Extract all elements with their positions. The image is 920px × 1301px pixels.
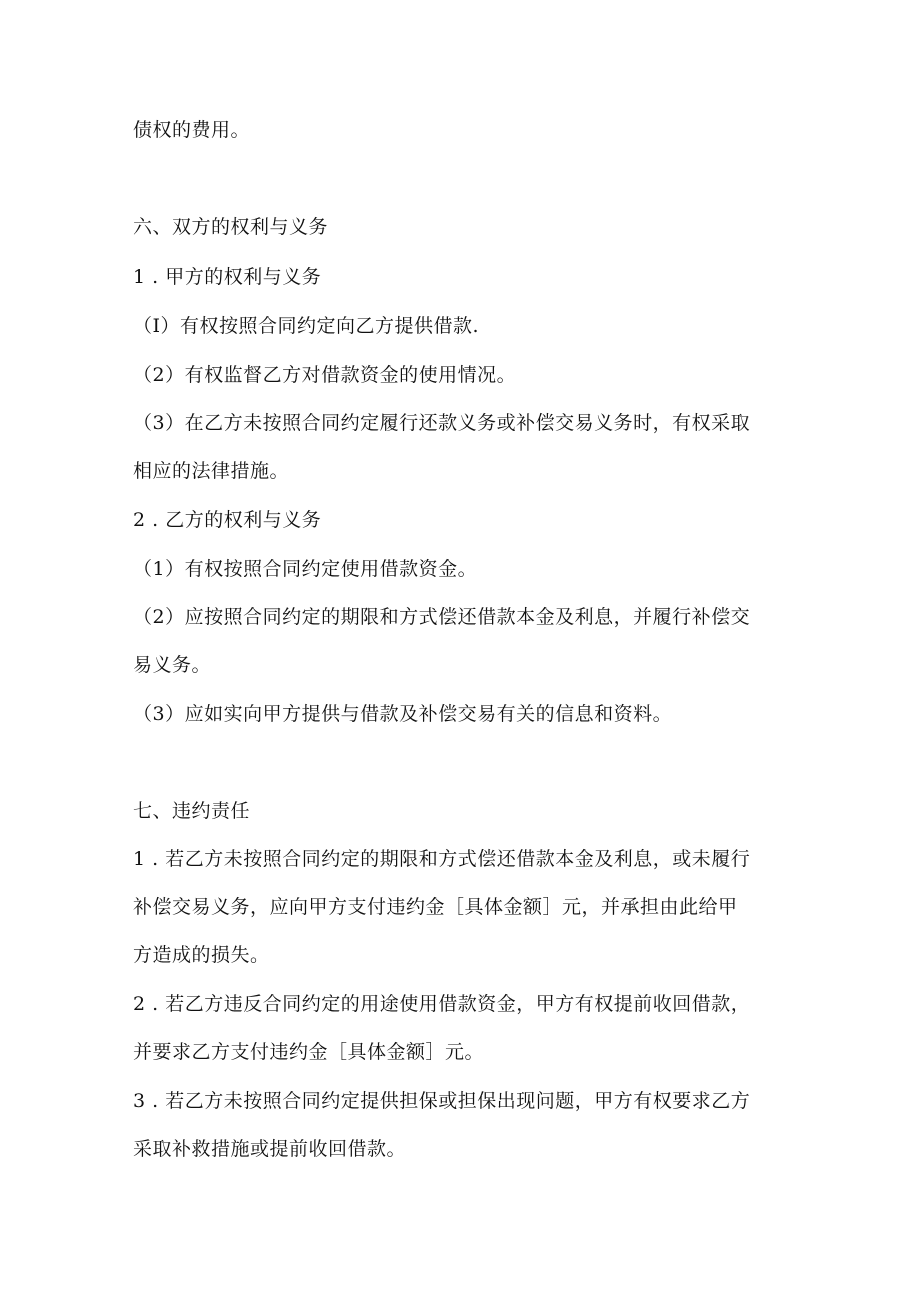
- text-line: 2 . 若乙方违反合同约定的用途使用借款资金，甲方有权提前收回借款，: [133, 993, 751, 1015]
- section-heading-seven: 七、违约责任: [133, 800, 251, 822]
- section-heading-six: 六、双方的权利与义务: [133, 216, 329, 238]
- text-line: 债权的费用。: [133, 119, 251, 141]
- text-line: 采取补救措施或提前收回借款。: [133, 1138, 407, 1160]
- text-line: （1）有权按照合同约定使用借款资金。: [133, 558, 478, 580]
- text-line: 并要求乙方支付违约金［具体金额］元。: [133, 1041, 485, 1063]
- text-line: 3 . 若乙方未按照合同约定提供担保或担保出现问题，甲方有权要求乙方: [133, 1090, 751, 1112]
- text-line: 易义务。: [133, 654, 212, 676]
- text-line: 方造成的损失。: [133, 944, 270, 966]
- text-line: 补偿交易义务，应向甲方支付违约金［具体金额］元，并承担由此给甲: [133, 896, 738, 918]
- text-line: （2）应按照合同约定的期限和方式偿还借款本金及利息，并履行补偿交: [133, 606, 751, 628]
- text-line: 1 . 若乙方未按照合同约定的期限和方式偿还借款本金及利息，或未履行: [133, 848, 751, 870]
- subsection-heading-party-a: 1 . 甲方的权利与义务: [133, 266, 322, 288]
- subsection-heading-party-b: 2 . 乙方的权利与义务: [133, 509, 322, 531]
- text-line: （2）有权监督乙方对借款资金的使用情况。: [133, 364, 517, 386]
- text-line: （I）有权按照合同约定向乙方提供借款.: [133, 315, 480, 337]
- text-line: 相应的法律措施。: [133, 460, 290, 482]
- text-line: （3）应如实向甲方提供与借款及补偿交易有关的信息和资料。: [133, 703, 673, 725]
- text-line: （3）在乙方未按照合同约定履行还款义务或补偿交易义务时，有权采取: [133, 412, 751, 434]
